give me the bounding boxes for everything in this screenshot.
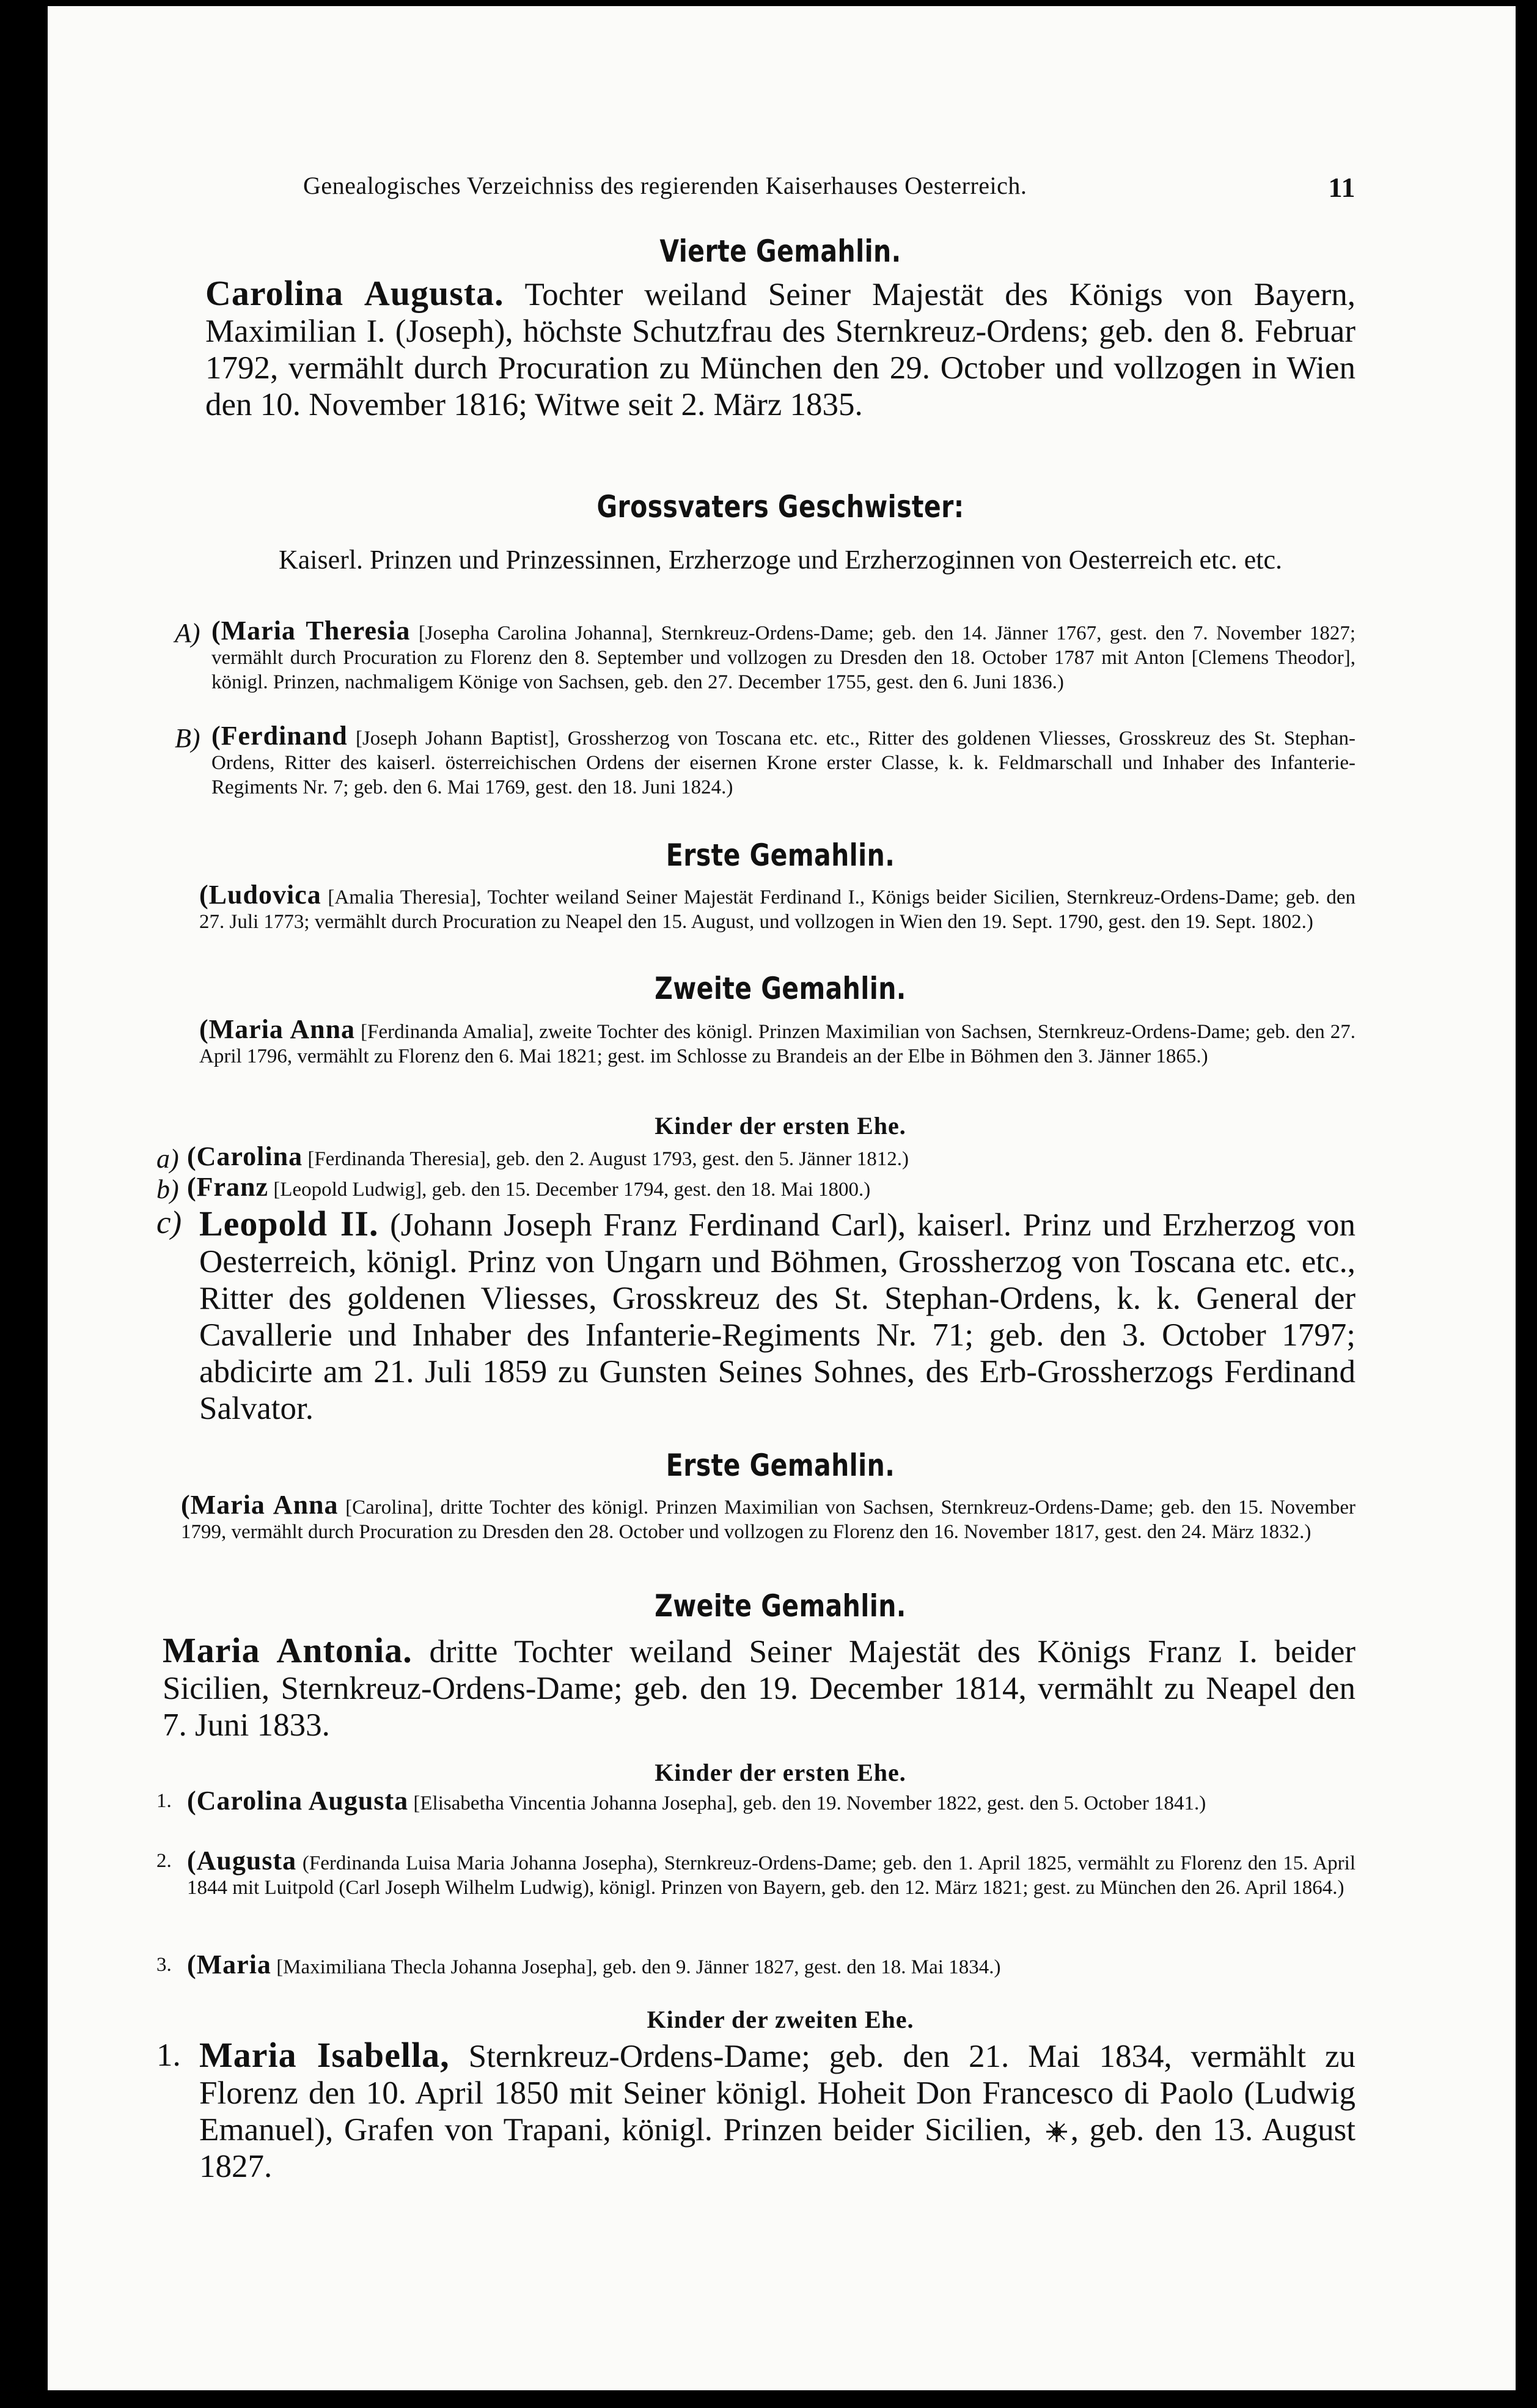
- entry-text: [Maximiliana Thecla Johanna Josepha], geb. den 9. Jänner 1827, gest. den 18. Mai 1834.): [276, 1956, 1001, 1978]
- entry-maria-theresia: [211, 616, 1356, 694]
- entry-text: [Leopold Ludwig], geb. den 15. December 1794, gest. den 18. Mai 1800.): [273, 1179, 871, 1201]
- label-A: A): [175, 618, 200, 648]
- entry-text: [Amalia Theresia], Tochter weiland Seiner Majestät Ferdinand I., Königs beider Sicilien, Sternkreuz-Ordens-Dame; geb. den 27. Juli 1773; vermählt durch Procuration zu Neapel den 15. August, und vollzogen in Wien den 19. Sept. 1790, gest. den 19. Sept. 1802.): [199, 886, 1355, 933]
- entry-leopold-ii: [199, 1206, 1355, 1427]
- entry-carolina: [187, 1141, 1355, 1171]
- page: [48, 6, 1516, 2390]
- entry-carolina-augusta-child: [187, 1786, 1355, 1816]
- entry-text-end: , geb. den 13. August 1827.: [199, 2112, 1356, 2184]
- heading-grossvaters-geschwister: Grossvaters Geschwister:: [596, 489, 964, 525]
- entry-carolina-augusta: [205, 275, 1355, 423]
- running-title: Genealogisches Verzeichniss des regierenden Kaiserhauses Oesterreich.: [303, 172, 1027, 199]
- heading-kinder-zweite-ehe: Kinder der zweiten Ehe.: [647, 2006, 914, 2033]
- label-3: 3.: [156, 1954, 172, 1976]
- cross-order-icon: [1043, 2119, 1071, 2144]
- entry-ludovica: [199, 880, 1355, 934]
- entry-text: dritte Tochter weiland Seiner Majestät des Königs Franz I. beider Sicilien, Sternkreuz-Ordens-Dame; geb. den 19. December 1814, vermählt zu Neapel den 7. Juni 1833.: [163, 1634, 1355, 1743]
- entry-text: (Johann Joseph Franz Ferdinand Carl), kaiserl. Prinz und Erzherzog von Oesterreich, königl. Prinz von Ungarn und Böhmen, Grossherzog von Toscana etc. etc., Ritter des goldenen Vliesses, Grosskreuz des St. Stephan-Ordens, k. k. General der Cavallerie und Inhaber des Infanterie-Regiments Nr. 71; geb. den 3. October 1797; abdicirte am 21. Juli 1859 zu Gunsten Seines Sohnes, des Erb-Grossherzogs Ferdinand Salvator.: [199, 1207, 1356, 1426]
- entry-franz: [187, 1172, 1355, 1202]
- entry-name: Carolina Augusta.: [205, 273, 504, 313]
- entry-ferdinand: [211, 721, 1355, 800]
- entry-name: (Carolina: [187, 1141, 303, 1171]
- entry-name: (Maria Theresia: [211, 616, 411, 646]
- entry-maria-anna-2: [181, 1490, 1355, 1544]
- entry-name: (Augusta: [187, 1846, 297, 1876]
- label-z1: 1.: [156, 2038, 181, 2073]
- entry-text: (Ferdinanda Luisa Maria Johanna Josepha), Sternkreuz-Ordens-Dame; geb. den 1. April 1825, vermählt zu Florenz den 15. April 1844 mit Luitpold (Carl Joseph Wilhelm Ludwig), königl. Prinzen von Bayern, geb. den 12. März 1821; gest. zu München den 26. April 1864.): [187, 1852, 1356, 1899]
- entry-text: [Joseph Johann Baptist], Grossherzog von Toscana etc. etc., Ritter des goldenen Vliesses, Grosskreuz des St. Stephan-Ordens, Ritter des kaiserl. österreichischen Ordens der eisernen Krone erster Classe, k. k. Feldmarschall und Inhaber des Infanterie-Regiments Nr. 7; geb. den 6. Mai 1769, gest. den 18. Juni 1824.): [211, 727, 1355, 798]
- label-a: a): [156, 1144, 179, 1174]
- entry-text: [Elisabetha Vincentia Johanna Josepha], geb. den 19. November 1822, gest. den 5. October 1841.): [413, 1792, 1206, 1814]
- heading-kinder-erste-ehe-2: Kinder der ersten Ehe.: [655, 1759, 906, 1786]
- entry-text: [Josepha Carolina Johanna], Sternkreuz-Ordens-Dame; geb. den 14. Jänner 1767, gest. den 7. November 1827; vermählt durch Procuration zu Florenz den 8. September und vollzogen zu Dresden den 18. October 1787 mit Anton [Clemens Theodor], königl. Prinzen, nachmaligem Könige von Sachsen, geb. den 27. December 1755, gest. den 6. Juni 1836.): [211, 622, 1356, 693]
- kaiserl-intro: Kaiserl. Prinzen und Prinzessinnen, Erzherzoge und Erzherzoginnen von Oesterreich etc. etc.: [278, 545, 1283, 575]
- page-number: 11: [1328, 172, 1355, 203]
- running-header: [205, 171, 1355, 202]
- entry-text: Sternkreuz-Ordens-Dame; geb. den 21. Mai 1834, vermählt zu Florenz den 10. April 1850 mit Seiner königl. Hoheit Don Francesco di Paolo (Ludwig Emanuel), Grafen von Trapani, königl. Prinzen beider Sicilien,: [199, 2039, 1355, 2148]
- entry-name: (Maria Anna: [199, 1014, 356, 1044]
- label-b: b): [156, 1174, 179, 1204]
- entry-text: Tochter weiland Seiner Majestät des Königs von Bayern, Maximilian I. (Joseph), höchste Schutzfrau des Sternkreuz-Ordens; geb. den 8. Februar 1792, vermählt durch Procuration zu München den 29. October und vollzogen in Wien den 10. November 1816; Witwe seit 2. März 1835.: [205, 277, 1356, 422]
- heading-erste-gemahlin-2: Erste Gemahlin.: [666, 1448, 895, 1483]
- label-1: 1.: [156, 1790, 172, 1812]
- entry-name: (Ludovica: [199, 880, 321, 910]
- entry-name: Maria Antonia.: [163, 1630, 413, 1670]
- entry-name: Leopold II.: [199, 1204, 379, 1243]
- entry-maria-anna-1: [199, 1014, 1356, 1069]
- entry-text: [Ferdinanda Theresia], geb. den 2. August 1793, gest. den 5. Jänner 1812.): [307, 1148, 909, 1170]
- entry-maria: [187, 1950, 1355, 1979]
- entry-name: (Carolina Augusta: [187, 1786, 409, 1816]
- entry-maria-antonia: [163, 1632, 1355, 1743]
- heading-vierte-gemahlin: Vierte Gemahlin.: [659, 234, 901, 269]
- entry-text: [Ferdinanda Amalia], zweite Tochter des königl. Prinzen Maximilian von Sachsen, Sternkreuz-Ordens-Dame; geb. den 27. April 1796, vermählt zu Florenz den 6. Mai 1821; gest. im Schlosse zu Brandeis an der Elbe in Böhmen den 3. Jänner 1865.): [199, 1021, 1356, 1067]
- entry-name: (Franz: [187, 1172, 269, 1202]
- heading-kinder-erste-ehe-1: Kinder der ersten Ehe.: [655, 1112, 906, 1140]
- heading-erste-gemahlin-1: Erste Gemahlin.: [666, 838, 895, 873]
- heading-zweite-gemahlin-1: Zweite Gemahlin.: [655, 971, 906, 1006]
- entry-text: [Carolina], dritte Tochter des königl. Prinzen Maximilian von Sachsen, Sternkreuz-Ordens-Dame; geb. den 15. November 1799, vermählt durch Procuration zu Dresden den 28. October und vollzogen zu Florenz den 16. November 1817, gest. den 24. März 1832.): [181, 1497, 1355, 1543]
- entry-name: Maria Isabella,: [199, 2035, 450, 2075]
- entry-name: (Maria: [187, 1950, 271, 1979]
- entry-maria-isabella: [199, 2037, 1355, 2185]
- heading-zweite-gemahlin-2: Zweite Gemahlin.: [655, 1588, 906, 1624]
- label-2: 2.: [156, 1850, 172, 1872]
- label-B: B): [175, 723, 200, 753]
- entry-augusta: [187, 1846, 1356, 1900]
- entry-name: (Ferdinand: [211, 721, 348, 751]
- label-c: c): [156, 1205, 182, 1240]
- entry-name: (Maria Anna: [181, 1490, 339, 1520]
